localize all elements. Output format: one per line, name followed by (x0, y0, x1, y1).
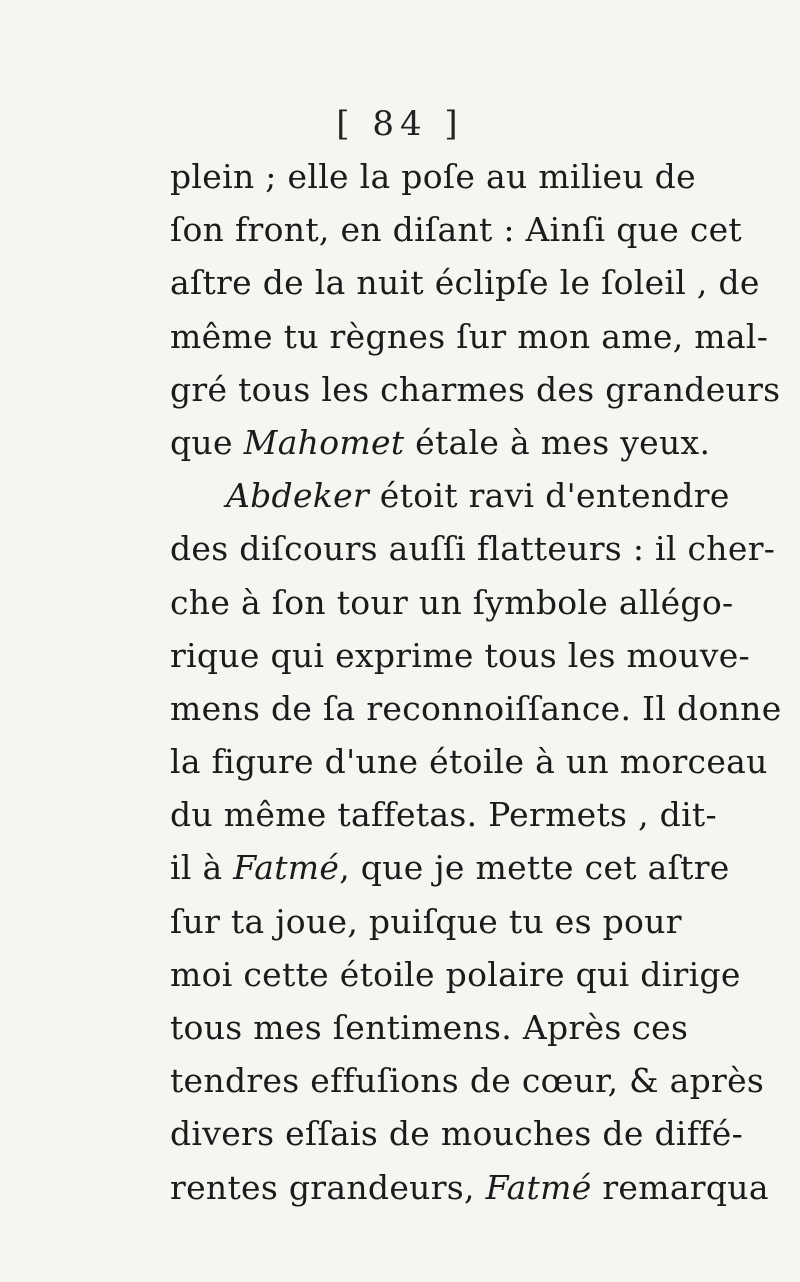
text-line (170, 1107, 744, 1160)
italic-word: Mahomet (243, 422, 405, 462)
text-line (170, 629, 751, 682)
line-segment: plein ; elle la poſe au milieu de (170, 157, 696, 196)
italic-word: Fatmé (485, 1167, 592, 1207)
text-line (170, 203, 742, 256)
text-line (170, 576, 734, 629)
text-line (170, 310, 769, 363)
line-segment: gré tous les charmes des grandeurs (170, 369, 781, 409)
text-line (170, 256, 760, 309)
text-line (170, 150, 696, 203)
line-segment: tous mes ſentimens. Après ces (170, 1008, 689, 1047)
text-line (170, 735, 768, 788)
text-line (170, 469, 730, 522)
line-segment: étale à mes yeux. (404, 422, 711, 462)
line-segment: divers eſſais de mouches de diffé- (170, 1114, 744, 1154)
italic-word: Fatmé (233, 848, 340, 888)
line-segment: du même taffetas. Permets , dit- (170, 795, 717, 835)
line-segment: aſtre de la nuit éclipſe le ſoleil , de (170, 263, 760, 303)
line-segment: ſon front, en diſant : Ainſi que cet (170, 210, 742, 250)
text-line (170, 416, 711, 469)
line-segment: la figure d'une étoile à un morceau (170, 742, 768, 782)
line-segment: rique qui exprime tous les mouve- (170, 635, 751, 675)
line-segment: rentes grandeurs, (170, 1167, 486, 1207)
body-text (170, 150, 782, 1214)
page-number: [ 84 ] (336, 104, 464, 144)
text-line (170, 895, 682, 948)
text-line (170, 1161, 769, 1214)
text-line (170, 682, 782, 735)
line-segment: même tu règnes ſur mon ame, mal- (170, 316, 769, 356)
text-line (170, 1054, 765, 1107)
line-segment: ſur ta joue, puiſque tu es pour (170, 901, 682, 941)
line-segment: tendres effuſions de cœur, & après (170, 1061, 765, 1101)
line-segment: étoit ravi d'entendre (369, 476, 730, 516)
line-segment: remarqua (591, 1167, 769, 1207)
line-segment: che à ſon tour un ſymbole allégo- (170, 582, 734, 622)
line-segment: , que je mette cet aſtre (339, 848, 730, 888)
line-segment: que (170, 422, 244, 462)
line-segment: moi cette étoile polaire qui dirige (170, 954, 741, 994)
text-line (170, 1001, 689, 1054)
italic-word: Abdeker (226, 476, 370, 516)
text-line (170, 363, 781, 416)
text-line (170, 948, 741, 1001)
line-segment: des diſcours auſſi flatteurs : il cher- (170, 529, 776, 569)
text-line (170, 841, 730, 894)
line-segment: mens de ſa reconnoiſſance. Il donne (170, 688, 782, 728)
text-line (170, 788, 717, 841)
line-segment: il à (170, 848, 234, 888)
text-line (170, 522, 776, 575)
